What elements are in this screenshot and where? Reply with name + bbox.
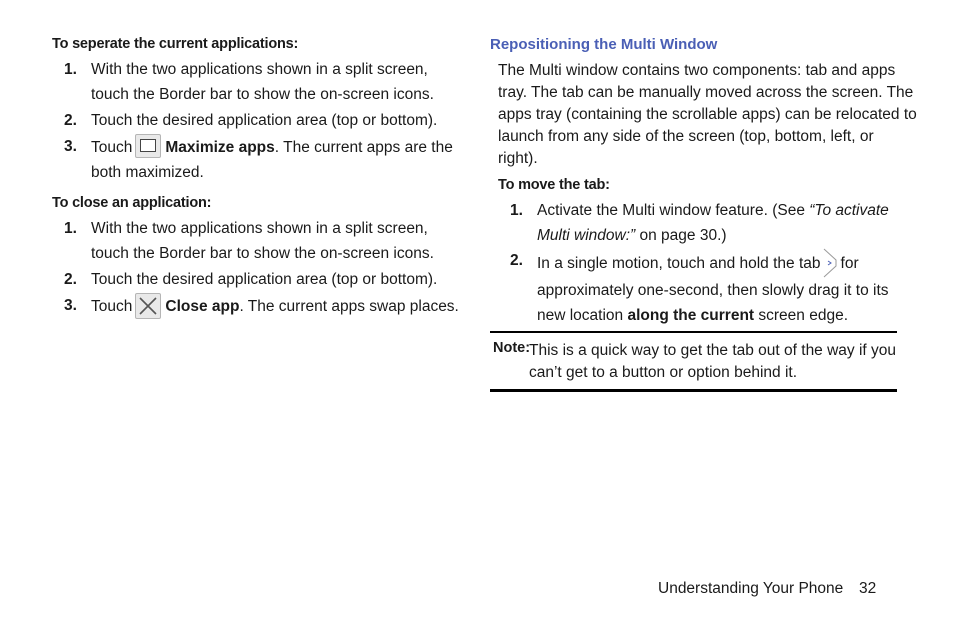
maximize-apps-icon <box>135 134 161 158</box>
separate-apps-heading: To seperate the current applications: <box>52 36 299 52</box>
step-text: In a single motion, touch and hold the tab <box>537 255 821 272</box>
separate-step-3 <box>52 134 452 186</box>
step-text: With the two applications shown in a split screen, <box>91 61 428 78</box>
step-text: Touch <box>91 298 133 315</box>
note-text <box>529 340 896 384</box>
step-text: Touch the desired application area (top or bottom). <box>91 271 438 288</box>
paragraph-line: tray. The tab can be manually moved across the screen. The <box>498 84 914 101</box>
multi-window-tab-icon <box>823 248 837 278</box>
step-text: touch the Border bar to show the on-screen icons. <box>91 86 434 103</box>
close-app-heading: To close an application: <box>52 195 212 211</box>
note-line: This is a quick way to get the tab out of the way if you <box>529 342 897 359</box>
paragraph-line: right). <box>498 150 538 167</box>
step-number: 2. <box>64 271 77 288</box>
close-step-1 <box>52 216 452 268</box>
note-label: Note: <box>493 340 531 356</box>
step-text: Touch <box>91 139 133 156</box>
step-text: . The current apps swap places. <box>239 298 459 315</box>
step-number: 3. <box>64 138 77 155</box>
step-text: both maximized. <box>91 164 204 181</box>
step-text: With the two applications shown in a split screen, <box>91 220 428 237</box>
step-text: approximately one-second, then slowly drag it to its <box>537 282 889 299</box>
footer-section-name: Understanding Your Phone <box>658 580 844 597</box>
step-text: new location <box>537 307 628 324</box>
close-app-icon <box>135 293 161 319</box>
paragraph-line: The Multi window contains two components: tab and apps <box>498 62 896 79</box>
step-number: 2. <box>510 252 523 269</box>
step-text-italic: Multi window:” <box>537 227 636 244</box>
step-text: Activate the Multi window feature. (See <box>537 202 810 219</box>
step-text: screen edge. <box>754 307 849 324</box>
step-number: 1. <box>64 220 77 237</box>
paragraph-line: launch from any side of the screen (top, bottom, left, or <box>498 128 874 145</box>
section-title: Repositioning the Multi Window <box>490 36 718 53</box>
intro-paragraph <box>498 60 917 170</box>
page-number: 32 <box>859 580 877 597</box>
step-text: on page 30.) <box>635 227 727 244</box>
step-text-bold: along the current <box>627 307 755 324</box>
step-number: 3. <box>64 297 77 314</box>
step-number: 1. <box>510 202 523 219</box>
step-number: 2. <box>64 112 77 129</box>
step-text: . The current apps are the <box>274 139 453 156</box>
step-text: Touch the desired application area (top or bottom). <box>91 112 438 129</box>
move-tab-heading: To move the tab: <box>498 177 610 193</box>
close-app-label: Close app <box>165 298 240 315</box>
maximize-apps-label: Maximize apps <box>165 139 275 156</box>
step-text-italic: “To activate <box>809 202 889 219</box>
paragraph-line: apps tray (containing the scrollable apps) can be relocated to <box>498 106 917 123</box>
step-text: for <box>840 255 859 272</box>
move-step-1 <box>498 198 898 250</box>
note-box <box>490 331 897 392</box>
move-step-2 <box>498 248 898 324</box>
step-number: 1. <box>64 61 77 78</box>
note-line: can’t get to a button or option behind it. <box>529 364 797 381</box>
separate-step-1 <box>52 57 452 109</box>
step-text: touch the Border bar to show the on-screen icons. <box>91 245 434 262</box>
